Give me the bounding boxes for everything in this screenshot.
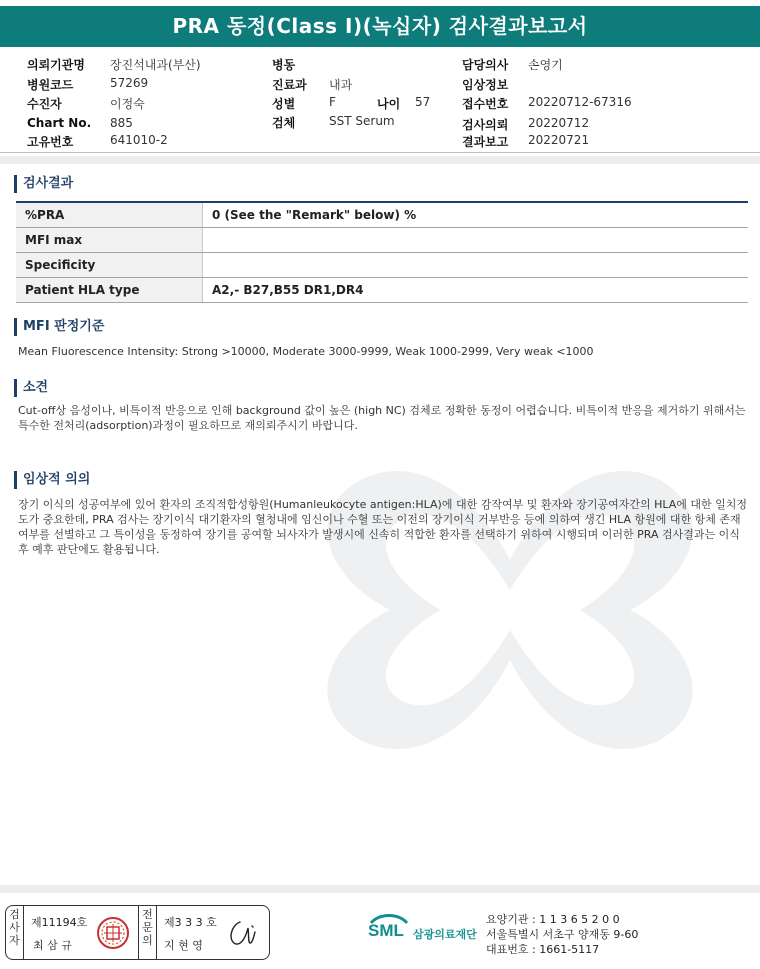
results-table — [16, 201, 748, 303]
seal-stamp-icon — [96, 916, 130, 950]
result-label-pra: %PRA — [16, 202, 203, 228]
info-label-id-number: 고유번호 — [27, 135, 74, 149]
table-row — [16, 278, 748, 303]
sml-logo-text: SML — [368, 921, 404, 940]
info-label-chart-no: Chart No. — [27, 116, 92, 130]
info-value-id-number: 641010-2 — [110, 133, 168, 147]
info-divider — [0, 152, 760, 153]
info-value-patient: 이정숙 — [110, 97, 145, 111]
result-label-specificity: Specificity — [16, 253, 203, 278]
info-value-department: 내과 — [329, 78, 353, 92]
report-title-banner — [0, 6, 760, 47]
specialist-license: 제3 3 3 호 — [164, 916, 217, 929]
signature-icon — [226, 916, 262, 950]
watermark-cross-logo — [270, 440, 750, 780]
info-value-hospital-code: 57269 — [110, 76, 149, 90]
org-address-line: 서울특별시 서초구 양재동 9-60 — [486, 928, 639, 941]
info-value-report-date: 20220721 — [528, 133, 590, 147]
inspector-label-char: 사 — [9, 921, 20, 934]
mfi-heading: MFI 판정기준 — [14, 318, 104, 336]
info-label-physician: 담당의사 — [462, 58, 509, 72]
info-label-age: 나이 — [377, 97, 401, 111]
info-value-requester: 장진석내과(부산) — [110, 58, 201, 72]
info-value-request-date: 20220712 — [528, 116, 590, 130]
clinical-text: 장기 이식의 성공여부에 있어 환자의 조직적합성항원(Humanleukocyte antigen:HLA)에 대한 감작여부 및 환자와 장기공여자간의 HLA에 대한 일치정도가 중요한데, PRA 검사는 장기이식 대기환자의 혈청내에 임신이나 수혈 또는 이전의 장기이식 거부반응 등에 의하여 생긴 HLA 항원에 대한 항체 존재 여부를 선별하고 그 특이성을 동정하여 장기를 공여할 뇌사자가 발생시에 신속히 적합한 환자를 선택하기 위하여 시행되며 이러한 PRA 검사결과는 이식 후 예후 판단에도 활용됩니다. — [18, 498, 748, 556]
table-row — [16, 202, 748, 228]
table-row — [16, 228, 748, 253]
patient-info-panel — [0, 52, 760, 152]
info-value-physician: 손영기 — [528, 58, 563, 72]
info-value-chart-no: 885 — [110, 116, 133, 130]
specialist-label-char: 문 — [142, 921, 153, 934]
inspector-name: 최 삼 규 — [33, 939, 72, 952]
info-value-specimen: SST Serum — [329, 114, 395, 128]
info-label-department: 진료과 — [272, 78, 307, 92]
section-band — [0, 156, 760, 164]
specialist-label — [139, 906, 157, 959]
inspector-label-char: 검 — [9, 908, 20, 921]
results-heading: 검사결과 — [14, 175, 73, 193]
result-value-specificity — [203, 253, 749, 278]
inspector-license: 제11194호 — [31, 916, 88, 929]
result-label-mfi-max: MFI max — [16, 228, 203, 253]
result-value-pra: 0 (See the "Remark" below) % — [203, 202, 749, 228]
info-label-requester: 의뢰기관명 — [27, 58, 85, 72]
mfi-criteria-text: Mean Fluorescence Intensity: Strong >10000, Moderate 3000-9999, Weak 1000-2999, Very weak <1000 — [18, 345, 594, 358]
opinion-heading: 소견 — [14, 379, 48, 397]
table-row — [16, 253, 748, 278]
info-label-specimen: 검체 — [272, 116, 296, 130]
result-value-hla-type: A2,- B27,B55 DR1,DR4 — [203, 278, 749, 303]
specialist-label-char: 의 — [142, 934, 153, 947]
specialist-name: 지 현 영 — [164, 939, 203, 952]
org-name: 삼광의료재단 — [413, 928, 477, 941]
footer-band — [0, 885, 760, 893]
clinical-heading: 임상적 의의 — [14, 471, 90, 489]
info-label-hospital-code: 병원코드 — [27, 78, 74, 92]
info-label-ward: 병동 — [272, 58, 296, 72]
info-label-clinical-info: 임상정보 — [462, 78, 509, 92]
org-address — [486, 912, 638, 957]
info-label-sex: 성별 — [272, 97, 296, 111]
result-value-mfi-max — [203, 228, 749, 253]
inspector-label-char: 자 — [9, 934, 20, 947]
org-phone-line: 대표번호 : 1661-5117 — [486, 943, 600, 956]
specialist-label-char: 전 — [142, 908, 153, 921]
result-label-hla-type: Patient HLA type — [16, 278, 203, 303]
report-title: PRA 동정(Class I)(녹십자) 검사결과보고서 — [172, 14, 588, 38]
info-label-report-date: 결과보고 — [462, 135, 509, 149]
org-code-line: 요양기관 : 1 1 3 6 5 2 0 0 — [486, 913, 620, 926]
info-value-sex: F — [329, 95, 336, 109]
info-value-receipt-no: 20220712-67316 — [528, 95, 632, 109]
info-label-request-date: 검사의뢰 — [462, 118, 509, 132]
opinion-text: Cut-off상 음성이나, 비특이적 반응으로 인해 background 값이 높은 (high NC) 검체로 정확한 동정이 어렵습니다. 비특이적 반응을 제거하기 위해서는 특수한 전처리(adsorption)과정이 필요하므로 재의뢰주시기 바랍니다. — [18, 404, 746, 432]
inspector-label — [6, 906, 24, 959]
info-value-age: 57 — [415, 95, 431, 109]
signature-box — [5, 905, 270, 960]
info-label-patient: 수진자 — [27, 97, 62, 111]
info-label-receipt-no: 접수번호 — [462, 97, 509, 111]
